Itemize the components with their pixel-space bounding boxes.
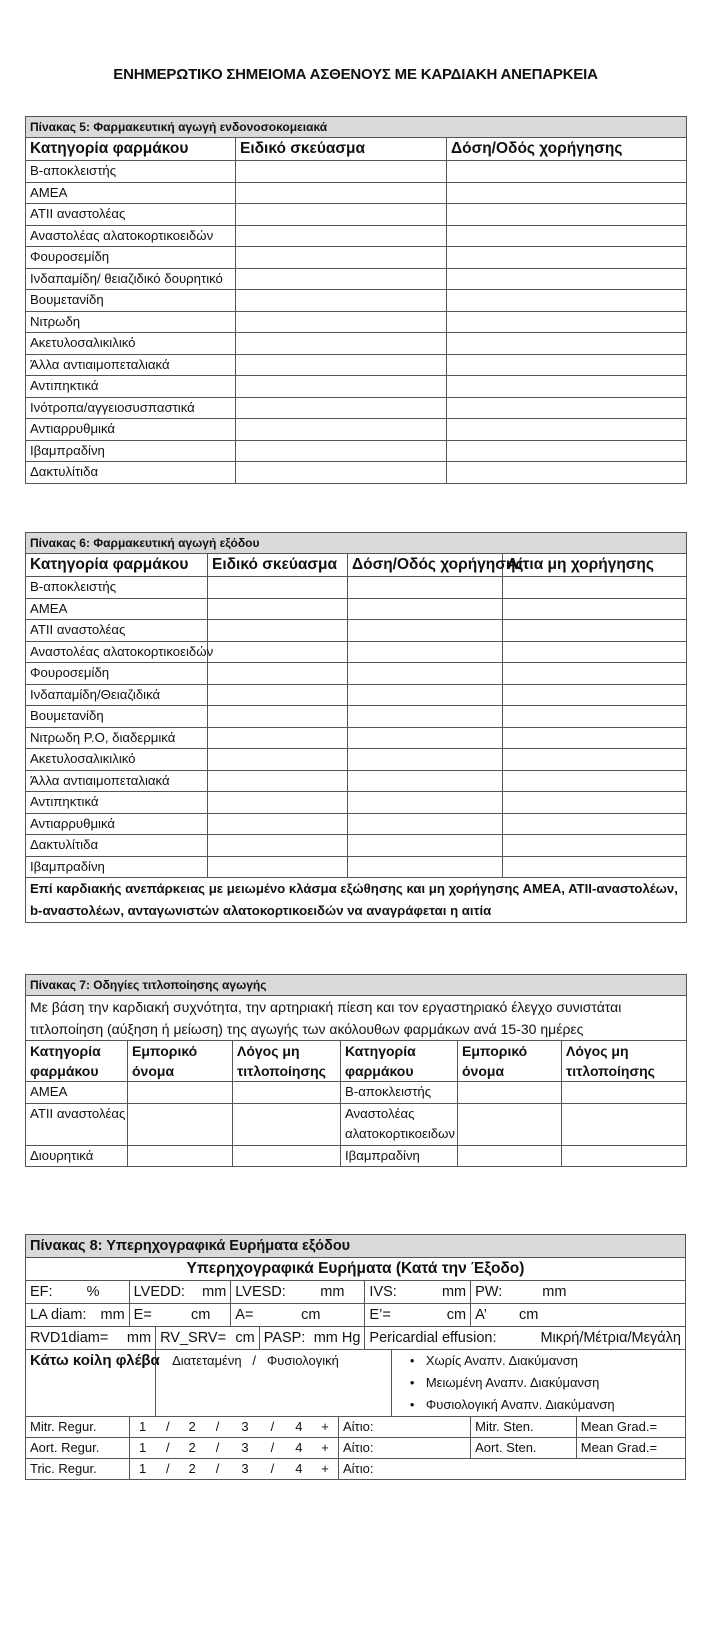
- pw-label: PW:: [475, 1284, 503, 1300]
- dose-cell[interactable]: [348, 577, 503, 599]
- table-row: [26, 225, 687, 247]
- a-prime-label: A’: [475, 1307, 487, 1323]
- document-title: ΕΝΗΜΕΡΩΤΙΚΟ ΣΗΜΕΙΟΜΑ ΑΣΘΕΝΟΥΣ ΜΕ ΚΑΡΔΙΑΚΗ ΑΝΕΠΑΡΚΕΙΑ: [113, 66, 598, 83]
- reason-cell[interactable]: [503, 770, 687, 792]
- drug-category: Φουροσεμίδη: [26, 247, 236, 269]
- table-7-left-brand-cell[interactable]: [128, 1082, 233, 1104]
- table-8-heading: Υπερηχογραφικά Ευρήματα (Κατά την Έξοδο): [26, 1258, 686, 1281]
- dose-cell[interactable]: [447, 376, 687, 398]
- reason-cell[interactable]: [503, 856, 687, 878]
- table-7-right-brand-cell[interactable]: [458, 1145, 562, 1167]
- drug-category: Αντιπηκτικά: [26, 376, 236, 398]
- table-6-note-row: [26, 878, 687, 923]
- pasp-unit: mm Hg: [313, 1330, 361, 1346]
- pasp-field[interactable]: [259, 1327, 365, 1350]
- dose-cell[interactable]: [447, 462, 687, 484]
- grade-option: /: [259, 1459, 285, 1480]
- dose-cell[interactable]: [447, 247, 687, 269]
- drug-category: Ακετυλοσαλικιλικό: [26, 749, 208, 771]
- drug-category: ΑΜΕΑ: [26, 182, 236, 204]
- a-prime-field[interactable]: [471, 1304, 686, 1327]
- preparation-cell[interactable]: [236, 161, 447, 183]
- lvedd-field[interactable]: [129, 1281, 231, 1304]
- table-7-right-reason-cell[interactable]: [562, 1145, 687, 1167]
- drug-category: Βουμετανίδη: [26, 290, 236, 312]
- e-prime-field[interactable]: [365, 1304, 471, 1327]
- preparation-cell[interactable]: [208, 577, 348, 599]
- table-6-note: Επί καρδιακής ανεπάρκειας με μειωμένο κλάσμα εξώθησης και μη χορήγησης ΑΜΕΑ, ΑΤΙΙ-αναστολέων, b-αναστολέων, ανταγωνιστών αλατοκορτικοειδών να αναγράφεται η αιτία: [26, 878, 687, 923]
- preparation-cell[interactable]: [208, 684, 348, 706]
- drug-category: Β-αποκλειστής: [26, 161, 236, 183]
- table-7-left-drug: ΑΜΕΑ: [26, 1082, 128, 1104]
- dose-cell[interactable]: [447, 225, 687, 247]
- table-row: [26, 770, 687, 792]
- a-unit: cm: [301, 1307, 321, 1323]
- table-7-right-brand-cell[interactable]: [458, 1082, 562, 1104]
- table-6-header-preparation: Ειδικό σκεύασμα: [208, 554, 348, 577]
- table-7-header-reason-right: Λόγος μη τιτλοποίησης: [562, 1041, 687, 1082]
- grade-option[interactable]: 4: [286, 1438, 312, 1459]
- table-7-right-reason-cell[interactable]: [562, 1103, 687, 1145]
- grade-option[interactable]: 1: [129, 1438, 155, 1459]
- la-diam-label: LA diam:: [30, 1307, 87, 1323]
- preparation-cell[interactable]: [236, 397, 447, 419]
- drug-category: Βουμετανίδη: [26, 706, 208, 728]
- table-row: [26, 397, 687, 419]
- ivs-unit: mm: [441, 1284, 467, 1300]
- drug-category: Αναστολέας αλατοκορτικοειδών: [26, 225, 236, 247]
- ivs-field[interactable]: [365, 1281, 471, 1304]
- table-row: [26, 376, 687, 398]
- table-row: [26, 440, 687, 462]
- rv-srv-unit: cm: [235, 1330, 255, 1346]
- ivc-variation-option[interactable]: • Μειωμένη Αναπν. Διακύμανση: [426, 1372, 681, 1394]
- table-row: [26, 577, 687, 599]
- lvedd-label: LVEDD:: [133, 1284, 185, 1300]
- preparation-cell[interactable]: [236, 225, 447, 247]
- drug-category: Άλλα αντιαιμοπεταλιακά: [26, 354, 236, 376]
- table-5-header-dose: Δόση/Οδός χορήγησης: [447, 138, 687, 161]
- reason-cell[interactable]: [503, 813, 687, 835]
- cause-field[interactable]: Αίτιο:: [339, 1459, 686, 1480]
- dose-cell[interactable]: [348, 598, 503, 620]
- preparation-cell[interactable]: [236, 354, 447, 376]
- grade-option[interactable]: 1: [129, 1417, 155, 1438]
- dose-cell[interactable]: [348, 792, 503, 814]
- reason-cell[interactable]: [503, 706, 687, 728]
- grade-option[interactable]: +: [312, 1438, 338, 1459]
- regurgitation-label: Tric. Regur.: [26, 1459, 130, 1480]
- dose-cell[interactable]: [348, 856, 503, 878]
- dose-cell[interactable]: [348, 684, 503, 706]
- table-7-right-drug: Β-αποκλειστής: [341, 1082, 458, 1104]
- reason-cell[interactable]: [503, 663, 687, 685]
- preparation-cell[interactable]: [236, 333, 447, 355]
- table-7-left-reason-cell[interactable]: [233, 1103, 341, 1145]
- drug-category: Δακτυλίτιδα: [26, 835, 208, 857]
- drug-category: Νιτρωδη Ρ.Ο, διαδερμικά: [26, 727, 208, 749]
- reason-cell[interactable]: [503, 727, 687, 749]
- e-unit: cm: [190, 1307, 211, 1323]
- table-row: [26, 268, 687, 290]
- table-row: [26, 706, 687, 728]
- grade-option: /: [204, 1459, 230, 1480]
- ef-field[interactable]: [26, 1281, 130, 1304]
- ef-unit: %: [86, 1284, 100, 1300]
- preparation-cell[interactable]: [236, 376, 447, 398]
- table-7-left-brand-cell[interactable]: [128, 1145, 233, 1167]
- dose-cell[interactable]: [447, 333, 687, 355]
- dose-cell[interactable]: [447, 440, 687, 462]
- ivc-label: Κάτω κοίλη φλέβα: [26, 1350, 156, 1417]
- preparation-cell[interactable]: [208, 641, 348, 663]
- dose-cell[interactable]: [348, 835, 503, 857]
- table-5-header-category: Κατηγορία φαρμάκου: [26, 138, 236, 161]
- cause-field[interactable]: Αίτιο:: [339, 1417, 471, 1438]
- table-row: [26, 311, 687, 333]
- drug-category: Νιτρωδη: [26, 311, 236, 333]
- grade-option: /: [259, 1438, 285, 1459]
- ivc-variation-option[interactable]: • Χωρίς Αναπν. Διακύμανση: [426, 1350, 681, 1372]
- drug-category: Αντιαρρυθμικά: [26, 813, 208, 835]
- table-row: [26, 813, 687, 835]
- grade-option: /: [204, 1417, 230, 1438]
- reason-cell[interactable]: [503, 641, 687, 663]
- preparation-cell[interactable]: [208, 706, 348, 728]
- preparation-cell[interactable]: [236, 440, 447, 462]
- table-7-header-category-right: Κατηγορία φαρμάκου: [341, 1041, 458, 1082]
- grade-option[interactable]: 3: [231, 1438, 259, 1459]
- dose-cell[interactable]: [348, 813, 503, 835]
- drug-category: Ινδαπαμίδη/Θειαζιδικά: [26, 684, 208, 706]
- drug-category: Αναστολέας αλατοκορτικοειδών: [26, 641, 208, 663]
- e-prime-unit: cm: [446, 1307, 467, 1323]
- table-row: [26, 182, 687, 204]
- dose-cell[interactable]: [348, 663, 503, 685]
- regurgitation-label: Mitr. Regur.: [26, 1417, 130, 1438]
- a-prime-unit: cm: [518, 1307, 539, 1323]
- lvesd-unit: mm: [320, 1284, 345, 1300]
- dose-cell[interactable]: [447, 354, 687, 376]
- rvd1-field[interactable]: [26, 1327, 156, 1350]
- drug-category: Ιβαμπραδίνη: [26, 856, 208, 878]
- reason-cell[interactable]: [503, 577, 687, 599]
- drug-category: Φουροσεμίδη: [26, 663, 208, 685]
- table-row: [26, 641, 687, 663]
- rvd1-unit: mm: [126, 1330, 152, 1346]
- table-6-header-reasons: Αίτια μη χορήγησης: [503, 554, 687, 577]
- preparation-cell[interactable]: [208, 835, 348, 857]
- reason-cell[interactable]: [503, 835, 687, 857]
- drug-category: Ινδαπαμίδη/ θειαζιδικό δουρητικό: [26, 268, 236, 290]
- dose-cell[interactable]: [447, 419, 687, 441]
- preparation-cell[interactable]: [208, 770, 348, 792]
- table-7-header-brand-right: Εμπορικό όνομα: [458, 1041, 562, 1082]
- drug-category: Άλλα αντιαιμοπεταλιακά: [26, 770, 208, 792]
- table-8-echo-findings: [25, 1234, 686, 1480]
- grade-option: /: [156, 1459, 180, 1480]
- grade-option[interactable]: 4: [286, 1459, 312, 1480]
- preparation-cell[interactable]: [208, 792, 348, 814]
- table-5-header-preparation: Ειδικό σκεύασμα: [236, 138, 447, 161]
- drug-category: Αντιπηκτικά: [26, 792, 208, 814]
- valve-row: [26, 1459, 686, 1480]
- dose-cell[interactable]: [348, 641, 503, 663]
- table-7-header-category-left: Κατηγορία φαρμάκου: [26, 1041, 128, 1082]
- table-7-left-reason-cell[interactable]: [233, 1082, 341, 1104]
- pw-unit: mm: [542, 1284, 567, 1300]
- preparation-cell[interactable]: [236, 462, 447, 484]
- table-row: [26, 727, 687, 749]
- drug-category: Ακετυλοσαλικιλικό: [26, 333, 236, 355]
- table-7-header-brand-left: Εμπορικό όνομα: [128, 1041, 233, 1082]
- table-6-header-dose: Δόση/Οδός χορήγησης: [348, 554, 503, 577]
- table-row: [26, 247, 687, 269]
- table-row: [26, 204, 687, 226]
- table-row: [26, 684, 687, 706]
- dose-cell[interactable]: [348, 770, 503, 792]
- table-7-left-reason-cell[interactable]: [233, 1145, 341, 1167]
- lvedd-unit: mm: [202, 1284, 227, 1300]
- preparation-cell[interactable]: [208, 749, 348, 771]
- preparation-cell[interactable]: [236, 311, 447, 333]
- preparation-cell[interactable]: [208, 727, 348, 749]
- grade-option[interactable]: 2: [180, 1459, 204, 1480]
- preparation-cell[interactable]: [208, 598, 348, 620]
- dose-cell[interactable]: [447, 204, 687, 226]
- mean-gradient-field[interactable]: Mean Grad.=: [576, 1417, 685, 1438]
- table-6-caption: Πίνακας 6: Φαρμακευτική αγωγή εξόδου: [26, 533, 687, 554]
- ef-label: EF:: [30, 1284, 53, 1300]
- la-diam-field[interactable]: [26, 1304, 130, 1327]
- la-diam-unit: mm: [100, 1307, 125, 1323]
- preparation-cell[interactable]: [236, 290, 447, 312]
- table-7-left-drug: Διουρητικά: [26, 1145, 128, 1167]
- preparation-cell[interactable]: [236, 419, 447, 441]
- rv-srv-label: RV_SRV=: [160, 1330, 227, 1346]
- reason-cell[interactable]: [503, 620, 687, 642]
- table-row: [26, 419, 687, 441]
- table-7-caption: Πίνακας 7: Οδηγίες τιτλοποίησης αγωγής: [26, 975, 687, 996]
- preparation-cell[interactable]: [208, 813, 348, 835]
- drug-category: Δακτυλίτιδα: [26, 462, 236, 484]
- drug-category: Αντιαρρυθμικά: [26, 419, 236, 441]
- table-row: [26, 598, 687, 620]
- dose-cell[interactable]: [348, 706, 503, 728]
- e-label: E=: [133, 1307, 152, 1323]
- e-prime-label: E’=: [369, 1307, 391, 1323]
- drug-category: Ινότροπα/αγγειοσυσπαστικά: [26, 397, 236, 419]
- reason-cell[interactable]: [503, 749, 687, 771]
- reason-cell[interactable]: [503, 792, 687, 814]
- grade-option[interactable]: 3: [231, 1417, 259, 1438]
- table-7-intro: Με βάση την καρδιακή συχνότητα, την αρτηριακή πίεση και τον εργαστηριακό έλεγχο συνιστάται τιτλοποίηση (αύξηση ή μείωση) της αγωγής των ακόλουθων φαρμάκων ανά 15-30 ημέρες: [26, 996, 687, 1041]
- table-row: [26, 333, 687, 355]
- grade-option: /: [156, 1417, 180, 1438]
- preparation-cell[interactable]: [208, 663, 348, 685]
- lvesd-label: LVESD:: [235, 1284, 286, 1300]
- preparation-cell[interactable]: [208, 620, 348, 642]
- table-6-header-category: Κατηγορία φαρμάκου: [26, 554, 208, 577]
- pericardial-effusion-label: Pericardial effusion:: [369, 1330, 497, 1346]
- drug-category: Ιβαμπραδίνη: [26, 440, 236, 462]
- pw-field[interactable]: [471, 1281, 686, 1304]
- rvd1-label: RVD1diam=: [30, 1330, 109, 1346]
- dose-cell[interactable]: [348, 749, 503, 771]
- ivc-variation-list: [396, 1350, 681, 1416]
- regurgitation-label: Aort. Regur.: [26, 1438, 130, 1459]
- dose-cell[interactable]: [447, 161, 687, 183]
- table-row: [26, 856, 687, 878]
- table-row: [26, 663, 687, 685]
- drug-category: ΑΤΙΙ αναστολέας: [26, 204, 236, 226]
- ivc-variation-cell: [391, 1350, 685, 1417]
- pericardial-effusion-options: Μικρή/Μέτρια/Μεγάλη: [540, 1330, 681, 1346]
- e-field[interactable]: [129, 1304, 231, 1327]
- table-row: [26, 749, 687, 771]
- ivs-label: IVS:: [369, 1284, 397, 1300]
- preparation-cell[interactable]: [236, 268, 447, 290]
- pasp-label: PASP:: [263, 1330, 306, 1346]
- preparation-cell[interactable]: [236, 182, 447, 204]
- table-8-caption: Πίνακας 8: Υπερηχογραφικά Ευρήματα εξόδου: [26, 1235, 686, 1258]
- pericardial-effusion-field[interactable]: [365, 1327, 686, 1350]
- valve-row: [26, 1417, 686, 1438]
- table-row: [26, 462, 687, 484]
- a-label: A=: [235, 1307, 254, 1323]
- drug-category: Β-αποκλειστής: [26, 577, 208, 599]
- ivc-variation-option[interactable]: • Φυσιολογική Αναπν. Διακύμανση: [426, 1394, 681, 1416]
- a-field[interactable]: [231, 1304, 365, 1327]
- drug-category: ΑΜΕΑ: [26, 598, 208, 620]
- table-7-right-reason-cell[interactable]: [562, 1082, 687, 1104]
- table-7-right-drug: Ιβαμπραδίνη: [341, 1145, 458, 1167]
- table-7-right-brand-cell[interactable]: [458, 1103, 562, 1145]
- grade-option[interactable]: 2: [180, 1417, 204, 1438]
- preparation-cell[interactable]: [236, 204, 447, 226]
- dose-cell[interactable]: [447, 268, 687, 290]
- lvesd-field[interactable]: [231, 1281, 365, 1304]
- reason-cell[interactable]: [503, 598, 687, 620]
- grade-option[interactable]: +: [312, 1417, 338, 1438]
- table-6-discharge-medication: [25, 532, 687, 923]
- table-7-titration-guidelines: [25, 974, 687, 1167]
- table-row: [26, 835, 687, 857]
- preparation-cell[interactable]: [208, 856, 348, 878]
- dose-cell[interactable]: [447, 182, 687, 204]
- table-row: [26, 792, 687, 814]
- grade-option[interactable]: 2: [180, 1438, 204, 1459]
- table-7-header-reason-left: Λόγος μη τιτλοποίησης: [233, 1041, 341, 1082]
- table-row: [26, 354, 687, 376]
- grade-option[interactable]: 1: [129, 1459, 155, 1480]
- table-7-left-brand-cell[interactable]: [128, 1103, 233, 1145]
- dose-cell[interactable]: [447, 290, 687, 312]
- table-7-right-drug: Αναστολέας αλατοκορτικοειδων: [341, 1103, 458, 1145]
- preparation-cell[interactable]: [236, 247, 447, 269]
- mean-gradient-field[interactable]: Mean Grad.=: [576, 1438, 685, 1459]
- valve-row: [26, 1438, 686, 1459]
- ivc-options[interactable]: Διατεταμένη / Φυσιολογική: [156, 1350, 392, 1417]
- grade-option[interactable]: 4: [286, 1417, 312, 1438]
- grade-option: /: [204, 1438, 230, 1459]
- cause-field[interactable]: Αίτιο:: [339, 1438, 471, 1459]
- stenosis-label: Aort. Sten.: [471, 1438, 577, 1459]
- table-row: [26, 620, 687, 642]
- drug-category: ΑΤΙΙ αναστολέας: [26, 620, 208, 642]
- grade-option[interactable]: 3: [231, 1459, 259, 1480]
- dose-cell[interactable]: [447, 397, 687, 419]
- reason-cell[interactable]: [503, 684, 687, 706]
- table-row: [26, 290, 687, 312]
- table-5-inpatient-medication: [25, 116, 687, 484]
- dose-cell[interactable]: [447, 311, 687, 333]
- stenosis-label: Mitr. Sten.: [471, 1417, 577, 1438]
- table-row: [26, 161, 687, 183]
- table-7-left-drug: ΑΤΙΙ αναστολέας: [26, 1103, 128, 1145]
- table-5-caption: Πίνακας 5: Φαρμακευτική αγωγή ενδονοσοκομειακά: [26, 117, 687, 138]
- grade-option: /: [259, 1417, 285, 1438]
- dose-cell[interactable]: [348, 727, 503, 749]
- grade-option: /: [156, 1438, 180, 1459]
- dose-cell[interactable]: [348, 620, 503, 642]
- rv-srv-field[interactable]: [156, 1327, 260, 1350]
- grade-option[interactable]: +: [312, 1459, 338, 1480]
